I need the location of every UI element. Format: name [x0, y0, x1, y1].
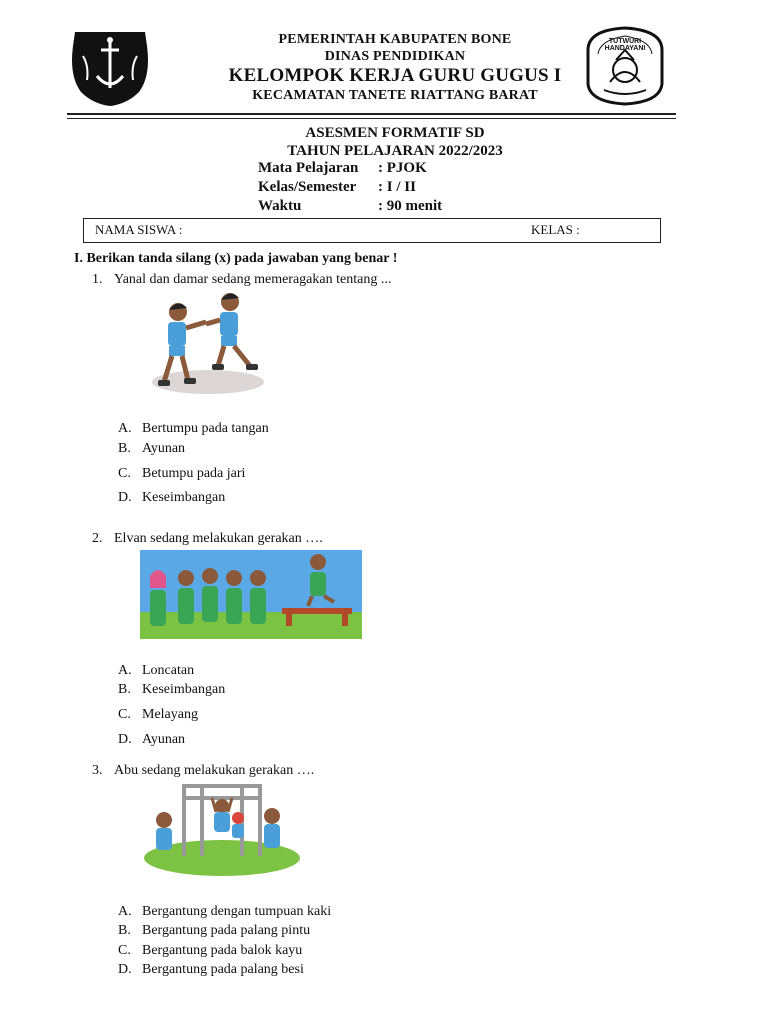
option-text: Keseimbangan — [142, 490, 226, 505]
option-letter: B. — [118, 441, 131, 456]
section-text: Berikan tanda silang (x) pada jawaban yang benar ! — [86, 251, 398, 266]
meta-label: Kelas/Semester — [258, 179, 357, 195]
question-2 — [92, 531, 323, 547]
option-text: Bergantung pada balok kayu — [142, 943, 303, 958]
option-letter: D. — [118, 732, 132, 747]
option-letter: A. — [118, 421, 132, 436]
bone-regency-logo — [67, 26, 153, 108]
option-text: Betumpu pada jari — [142, 466, 246, 481]
q1-option-d[interactable] — [118, 490, 225, 506]
q1-option-a[interactable] — [118, 421, 269, 437]
option-letter: D. — [118, 962, 132, 977]
meta-value: : 90 menit — [378, 198, 443, 214]
question-text: Yanal dan damar sedang memeragakan tentang ... — [114, 272, 392, 287]
option-text: Keseimbangan — [142, 682, 226, 697]
student-class-field[interactable]: KELAS : — [531, 222, 580, 237]
header-divider-thick — [67, 113, 676, 115]
option-letter: C. — [118, 943, 131, 958]
header-line-1: PEMERINTAH KABUPATEN BONE — [278, 32, 512, 47]
question-number: 3. — [92, 763, 103, 778]
option-letter: B. — [118, 682, 131, 697]
question-2-illustration — [140, 550, 362, 639]
option-letter: A. — [118, 904, 132, 919]
option-letter: C. — [118, 707, 131, 722]
option-text: Loncatan — [142, 663, 195, 678]
student-info-box — [83, 218, 661, 243]
option-text: Melayang — [142, 707, 198, 722]
question-number: 2. — [92, 531, 103, 546]
option-text: Bergantung pada palang besi — [142, 962, 304, 977]
student-name-field[interactable]: NAMA SISWA : — [95, 222, 183, 237]
question-text: Elvan sedang melakukan gerakan …. — [114, 531, 323, 546]
meta-label: Waktu — [258, 198, 302, 214]
option-letter: A. — [118, 663, 132, 678]
meta-subject — [258, 160, 427, 177]
header-line-3: KELOMPOK KERJA GURU GUGUS I — [228, 65, 562, 86]
question-1 — [92, 272, 391, 288]
question-text: Abu sedang melakukan gerakan …. — [114, 763, 315, 778]
academic-year: TAHUN PELAJARAN 2022/2023 — [287, 143, 503, 159]
q1-option-c[interactable] — [118, 466, 245, 482]
header-divider-thin — [67, 118, 676, 119]
option-letter: B. — [118, 923, 131, 938]
question-3-illustration — [142, 782, 300, 878]
meta-value: : PJOK — [378, 160, 427, 176]
question-1-illustration — [142, 290, 266, 398]
meta-class-semester — [258, 179, 416, 196]
q2-option-b[interactable] — [118, 682, 225, 698]
logo-motto: TUTWURI HANDAYANI — [604, 38, 646, 52]
q3-option-b[interactable] — [118, 923, 310, 939]
q2-option-c[interactable] — [118, 707, 198, 723]
exam-title: ASESMEN FORMATIF SD — [305, 125, 485, 141]
q3-option-c[interactable] — [118, 943, 302, 959]
q3-option-a[interactable] — [118, 904, 331, 920]
meta-label: Mata Pelajaran — [258, 160, 359, 176]
option-text: Ayunan — [142, 732, 186, 747]
meta-time — [258, 198, 442, 215]
q1-option-b[interactable] — [118, 441, 185, 457]
section-number: I. — [74, 251, 83, 266]
option-text: Ayunan — [142, 441, 186, 456]
option-letter: D. — [118, 490, 132, 505]
q2-option-d[interactable] — [118, 732, 185, 748]
section-instruction — [74, 251, 397, 267]
option-text: Bergantung dengan tumpuan kaki — [142, 904, 332, 919]
option-letter: C. — [118, 466, 131, 481]
option-text: Bertumpu pada tangan — [142, 421, 269, 436]
header-line-4: KECAMATAN TANETE RIATTANG BARAT — [252, 88, 538, 103]
header-line-2: DINAS PENDIDIKAN — [324, 49, 466, 64]
question-3 — [92, 763, 314, 779]
q2-option-a[interactable] — [118, 663, 194, 679]
q3-option-d[interactable] — [118, 962, 304, 978]
meta-value: : I / II — [378, 179, 416, 195]
question-number: 1. — [92, 272, 103, 287]
option-text: Bergantung pada palang pintu — [142, 923, 311, 938]
